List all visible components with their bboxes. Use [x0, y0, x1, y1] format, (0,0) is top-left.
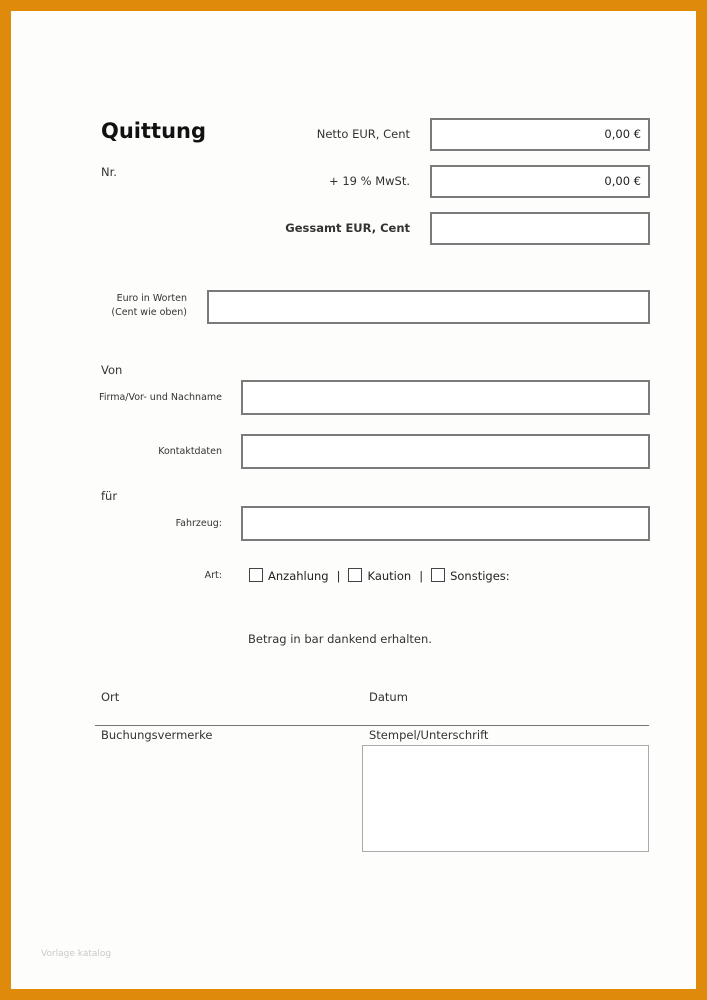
checkbox-icon[interactable] [348, 568, 362, 582]
contact-field[interactable] [241, 434, 650, 469]
words-label-line2: (Cent wie oben) [111, 307, 187, 318]
checkbox-icon[interactable] [431, 568, 445, 582]
watermark: Vorlage katalog [41, 949, 112, 959]
page-title: Quittung [101, 119, 207, 143]
option-other[interactable] [431, 569, 510, 583]
for-heading: für [101, 489, 118, 503]
number-label: Nr. [101, 165, 117, 179]
checkbox-icon[interactable] [249, 568, 263, 582]
date-label: Datum [369, 690, 408, 704]
stamp-label: Stempel/Unterschrift [369, 728, 489, 742]
name-label: Firma/Vor- und Nachname [99, 392, 222, 403]
net-label: Netto EUR, Cent [316, 127, 410, 141]
option-security-deposit-label: Kaution [367, 569, 412, 583]
vat-label: + 19 % MwSt. [329, 174, 410, 188]
separator: | [336, 569, 341, 583]
option-deposit-label: Anzahlung [268, 569, 329, 583]
vehicle-label: Fahrzeug: [175, 518, 222, 529]
booking-label: Buchungsvermerke [101, 728, 213, 742]
vehicle-field[interactable] [241, 506, 650, 541]
divider-line [95, 725, 649, 726]
option-other-label: Sonstiges: [450, 569, 510, 583]
stamp-signature-box[interactable] [362, 745, 649, 852]
vat-amount-field[interactable]: 0,00 € [430, 165, 650, 198]
total-label: Gessamt EUR, Cent [285, 221, 410, 235]
name-field[interactable] [241, 380, 650, 415]
total-amount-field[interactable] [430, 212, 650, 245]
amount-in-words-field[interactable] [207, 290, 650, 324]
received-text: Betrag in bar dankend erhalten. [248, 632, 432, 646]
option-deposit[interactable] [249, 569, 329, 583]
option-security-deposit[interactable] [348, 569, 411, 583]
net-amount-field[interactable]: 0,00 € [430, 118, 650, 151]
place-label: Ort [101, 690, 120, 704]
words-label [101, 292, 187, 320]
type-label: Art: [204, 570, 222, 581]
separator: | [419, 569, 424, 583]
type-options [249, 568, 510, 583]
from-heading: Von [101, 363, 123, 377]
receipt-page [11, 11, 696, 989]
words-label-line1: Euro in Worten [116, 293, 187, 304]
contact-label: Kontaktdaten [158, 446, 222, 457]
